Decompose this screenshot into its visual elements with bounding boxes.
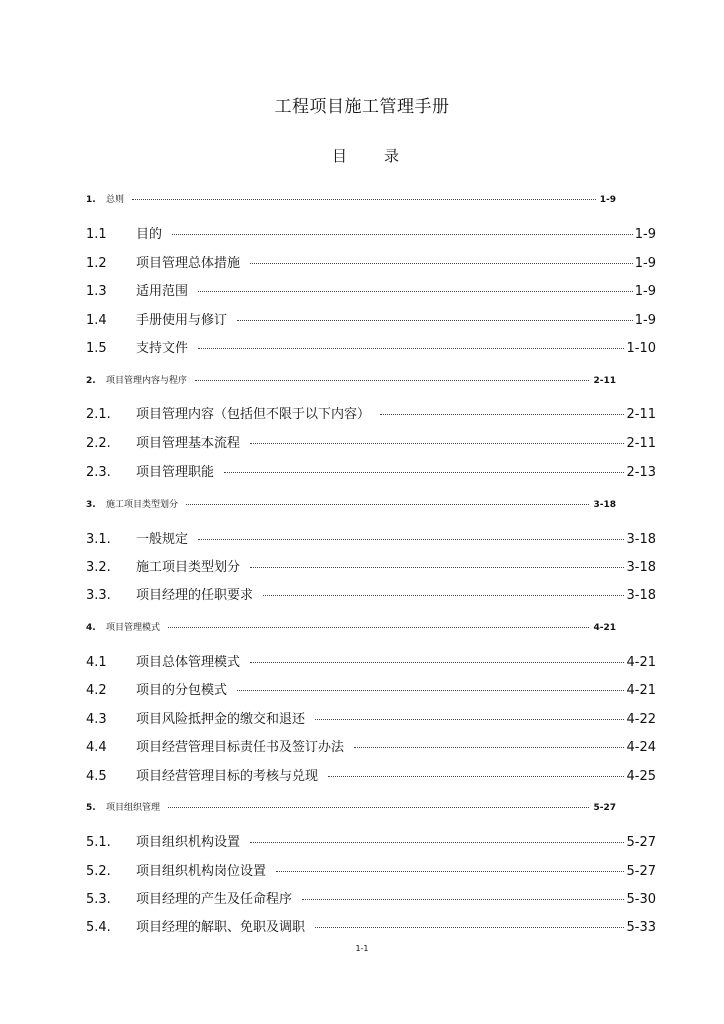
toc-label: 施工项目类型划分 — [106, 500, 179, 510]
toc-number: 2. — [86, 376, 96, 386]
toc-entry-3-2[interactable] — [86, 556, 656, 574]
toc-leader — [354, 747, 624, 748]
toc-label: 项目管理职能 — [136, 465, 215, 480]
toc-label: 项目经理的产生及任命程序 — [136, 892, 293, 907]
toc-label: 目的 — [136, 227, 163, 242]
toc-page: 2-13 — [626, 465, 656, 480]
toc-entry-5-3[interactable] — [86, 888, 656, 906]
toc-number: 1.3 — [86, 284, 107, 299]
toc-leader — [302, 899, 624, 900]
toc-label: 项目经理的解职、免职及调职 — [136, 920, 306, 935]
toc-entry-4-2[interactable] — [86, 679, 656, 697]
toc-label: 项目经营管理目标的考核与兑现 — [136, 769, 319, 784]
toc-page: 4-24 — [626, 740, 656, 755]
toc-page: 3-18 — [626, 588, 656, 603]
toc-heading — [0, 145, 724, 165]
toc-leader — [250, 567, 624, 568]
toc-page: 5-27 — [626, 835, 656, 850]
toc-page: 1-10 — [626, 341, 656, 356]
toc-leader — [250, 662, 624, 663]
toc-entry-4-1[interactable] — [86, 651, 656, 669]
toc-entry-2-3[interactable] — [86, 461, 656, 479]
toc-number: 2.2. — [86, 436, 111, 451]
toc-leader — [198, 348, 624, 349]
toc-number: 5.3. — [86, 892, 111, 907]
toc-entry-5-1[interactable] — [86, 831, 656, 849]
toc-leader — [237, 690, 624, 691]
toc-leader — [168, 807, 589, 808]
toc-leader — [328, 776, 624, 777]
toc-label: 一般规定 — [136, 532, 189, 547]
toc-leader — [198, 539, 624, 540]
toc-entry-1-2[interactable] — [86, 252, 656, 270]
toc-page: 5-33 — [626, 920, 656, 935]
toc-section-2[interactable] — [86, 373, 616, 387]
toc-page: 2-11 — [626, 407, 656, 422]
toc-label: 项目总体管理模式 — [136, 655, 241, 670]
toc-label: 项目组织机构岗位设置 — [136, 864, 267, 879]
toc-number: 5.4. — [86, 920, 111, 935]
toc-number: 3.1. — [86, 532, 111, 547]
toc-label: 项目风险抵押金的缴交和退还 — [136, 712, 306, 727]
toc-entry-3-3[interactable] — [86, 584, 656, 602]
toc-number: 1.4 — [86, 313, 107, 328]
toc-page: 4-21 — [626, 683, 656, 698]
toc-label: 项目组织机构设置 — [136, 835, 241, 850]
toc-entry-3-1[interactable] — [86, 528, 656, 546]
toc-page: 5-27 — [626, 864, 656, 879]
toc-leader — [172, 234, 633, 235]
toc-number: 4.2 — [86, 683, 107, 698]
toc-entry-4-4[interactable] — [86, 736, 656, 754]
toc-number: 2.3. — [86, 465, 111, 480]
toc-label: 适用范围 — [136, 284, 189, 299]
toc-label: 支持文件 — [136, 341, 189, 356]
toc-label: 项目管理内容（包括但不限于以下内容） — [136, 407, 371, 422]
toc-page: 4-22 — [626, 712, 656, 727]
toc-number: 5.1. — [86, 835, 111, 850]
toc-entry-2-1[interactable] — [86, 403, 656, 421]
toc-label: 项目经理的任职要求 — [136, 588, 254, 603]
toc-number: 4.4 — [86, 740, 107, 755]
toc-leader — [198, 291, 633, 292]
toc-leader — [186, 504, 589, 505]
toc-leader — [263, 595, 624, 596]
toc-leader — [250, 263, 633, 264]
toc-label: 总则 — [106, 195, 125, 205]
toc-page: 1-9 — [634, 313, 656, 328]
toc-section-5[interactable] — [86, 800, 616, 814]
toc-label: 项目管理总体措施 — [136, 256, 241, 271]
toc-page: 2-11 — [626, 436, 656, 451]
toc-leader — [237, 320, 633, 321]
toc-entry-1-5[interactable] — [86, 337, 656, 355]
toc-leader — [195, 380, 589, 381]
toc-label: 项目管理内容与程序 — [106, 376, 188, 386]
toc-number: 3.3. — [86, 588, 111, 603]
toc-label: 施工项目类型划分 — [136, 560, 241, 575]
toc-number: 1. — [86, 195, 96, 205]
toc-leader — [250, 842, 624, 843]
toc-number: 3.2. — [86, 560, 111, 575]
toc-leader — [250, 443, 624, 444]
toc-label: 手册使用与修订 — [136, 313, 228, 328]
toc-page: 1-9 — [634, 227, 656, 242]
toc-number: 2.1. — [86, 407, 111, 422]
toc-label: 项目管理模式 — [106, 623, 161, 633]
toc-number: 5. — [86, 803, 96, 813]
toc-page: 2-11 — [593, 376, 616, 386]
toc-heading-char-1: 目 — [332, 147, 348, 165]
toc-page: 3-18 — [626, 560, 656, 575]
toc-number: 1.2 — [86, 256, 107, 271]
toc-leader — [315, 927, 624, 928]
page-title: 工程项目施工管理手册 — [274, 97, 450, 117]
toc-number: 1.5 — [86, 341, 107, 356]
toc-number: 4. — [86, 623, 96, 633]
toc-label: 项目管理基本流程 — [136, 436, 241, 451]
toc-page: 1-9 — [634, 256, 656, 271]
toc-page: 1-9 — [599, 195, 616, 205]
toc-entry-1-3[interactable] — [86, 280, 656, 298]
toc-entry-5-4[interactable] — [86, 916, 656, 934]
toc-page: 4-25 — [626, 769, 656, 784]
toc-page: 3-18 — [626, 532, 656, 547]
toc-entry-4-3[interactable] — [86, 708, 656, 726]
toc-entry-5-2[interactable] — [86, 860, 656, 878]
toc-entry-1-1[interactable] — [86, 223, 656, 241]
toc-leader — [276, 871, 624, 872]
toc-number: 5.2. — [86, 864, 111, 879]
toc-page: 4-21 — [593, 623, 616, 633]
toc-leader — [224, 472, 624, 473]
toc-label: 项目经营管理目标责任书及签订办法 — [136, 740, 345, 755]
toc-label: 项目的分包模式 — [136, 683, 228, 698]
toc-number: 1.1 — [86, 227, 107, 242]
toc-heading-char-2: 录 — [384, 147, 400, 165]
toc-page: 1-9 — [634, 284, 656, 299]
toc-number: 4.1 — [86, 655, 107, 670]
toc-label: 项目组织管理 — [106, 803, 161, 813]
toc-leader — [168, 627, 589, 628]
toc-page: 4-21 — [626, 655, 656, 670]
toc-leader — [315, 719, 624, 720]
toc-entry-1-4[interactable] — [86, 309, 656, 327]
toc-leader — [132, 199, 596, 200]
toc-leader — [380, 414, 624, 415]
toc-page: 5-30 — [626, 892, 656, 907]
page-number-footer: 1-1 — [355, 944, 369, 953]
toc-entry-2-2[interactable] — [86, 432, 656, 450]
toc-section-1[interactable] — [86, 192, 616, 206]
toc-section-3[interactable] — [86, 497, 616, 511]
toc-page: 3-18 — [593, 500, 616, 510]
toc-entry-4-5[interactable] — [86, 765, 656, 783]
toc-number: 4.5 — [86, 769, 107, 784]
toc-page: 5-27 — [593, 803, 616, 813]
toc-section-4[interactable] — [86, 620, 616, 634]
toc-number: 3. — [86, 500, 96, 510]
toc-number: 4.3 — [86, 712, 107, 727]
